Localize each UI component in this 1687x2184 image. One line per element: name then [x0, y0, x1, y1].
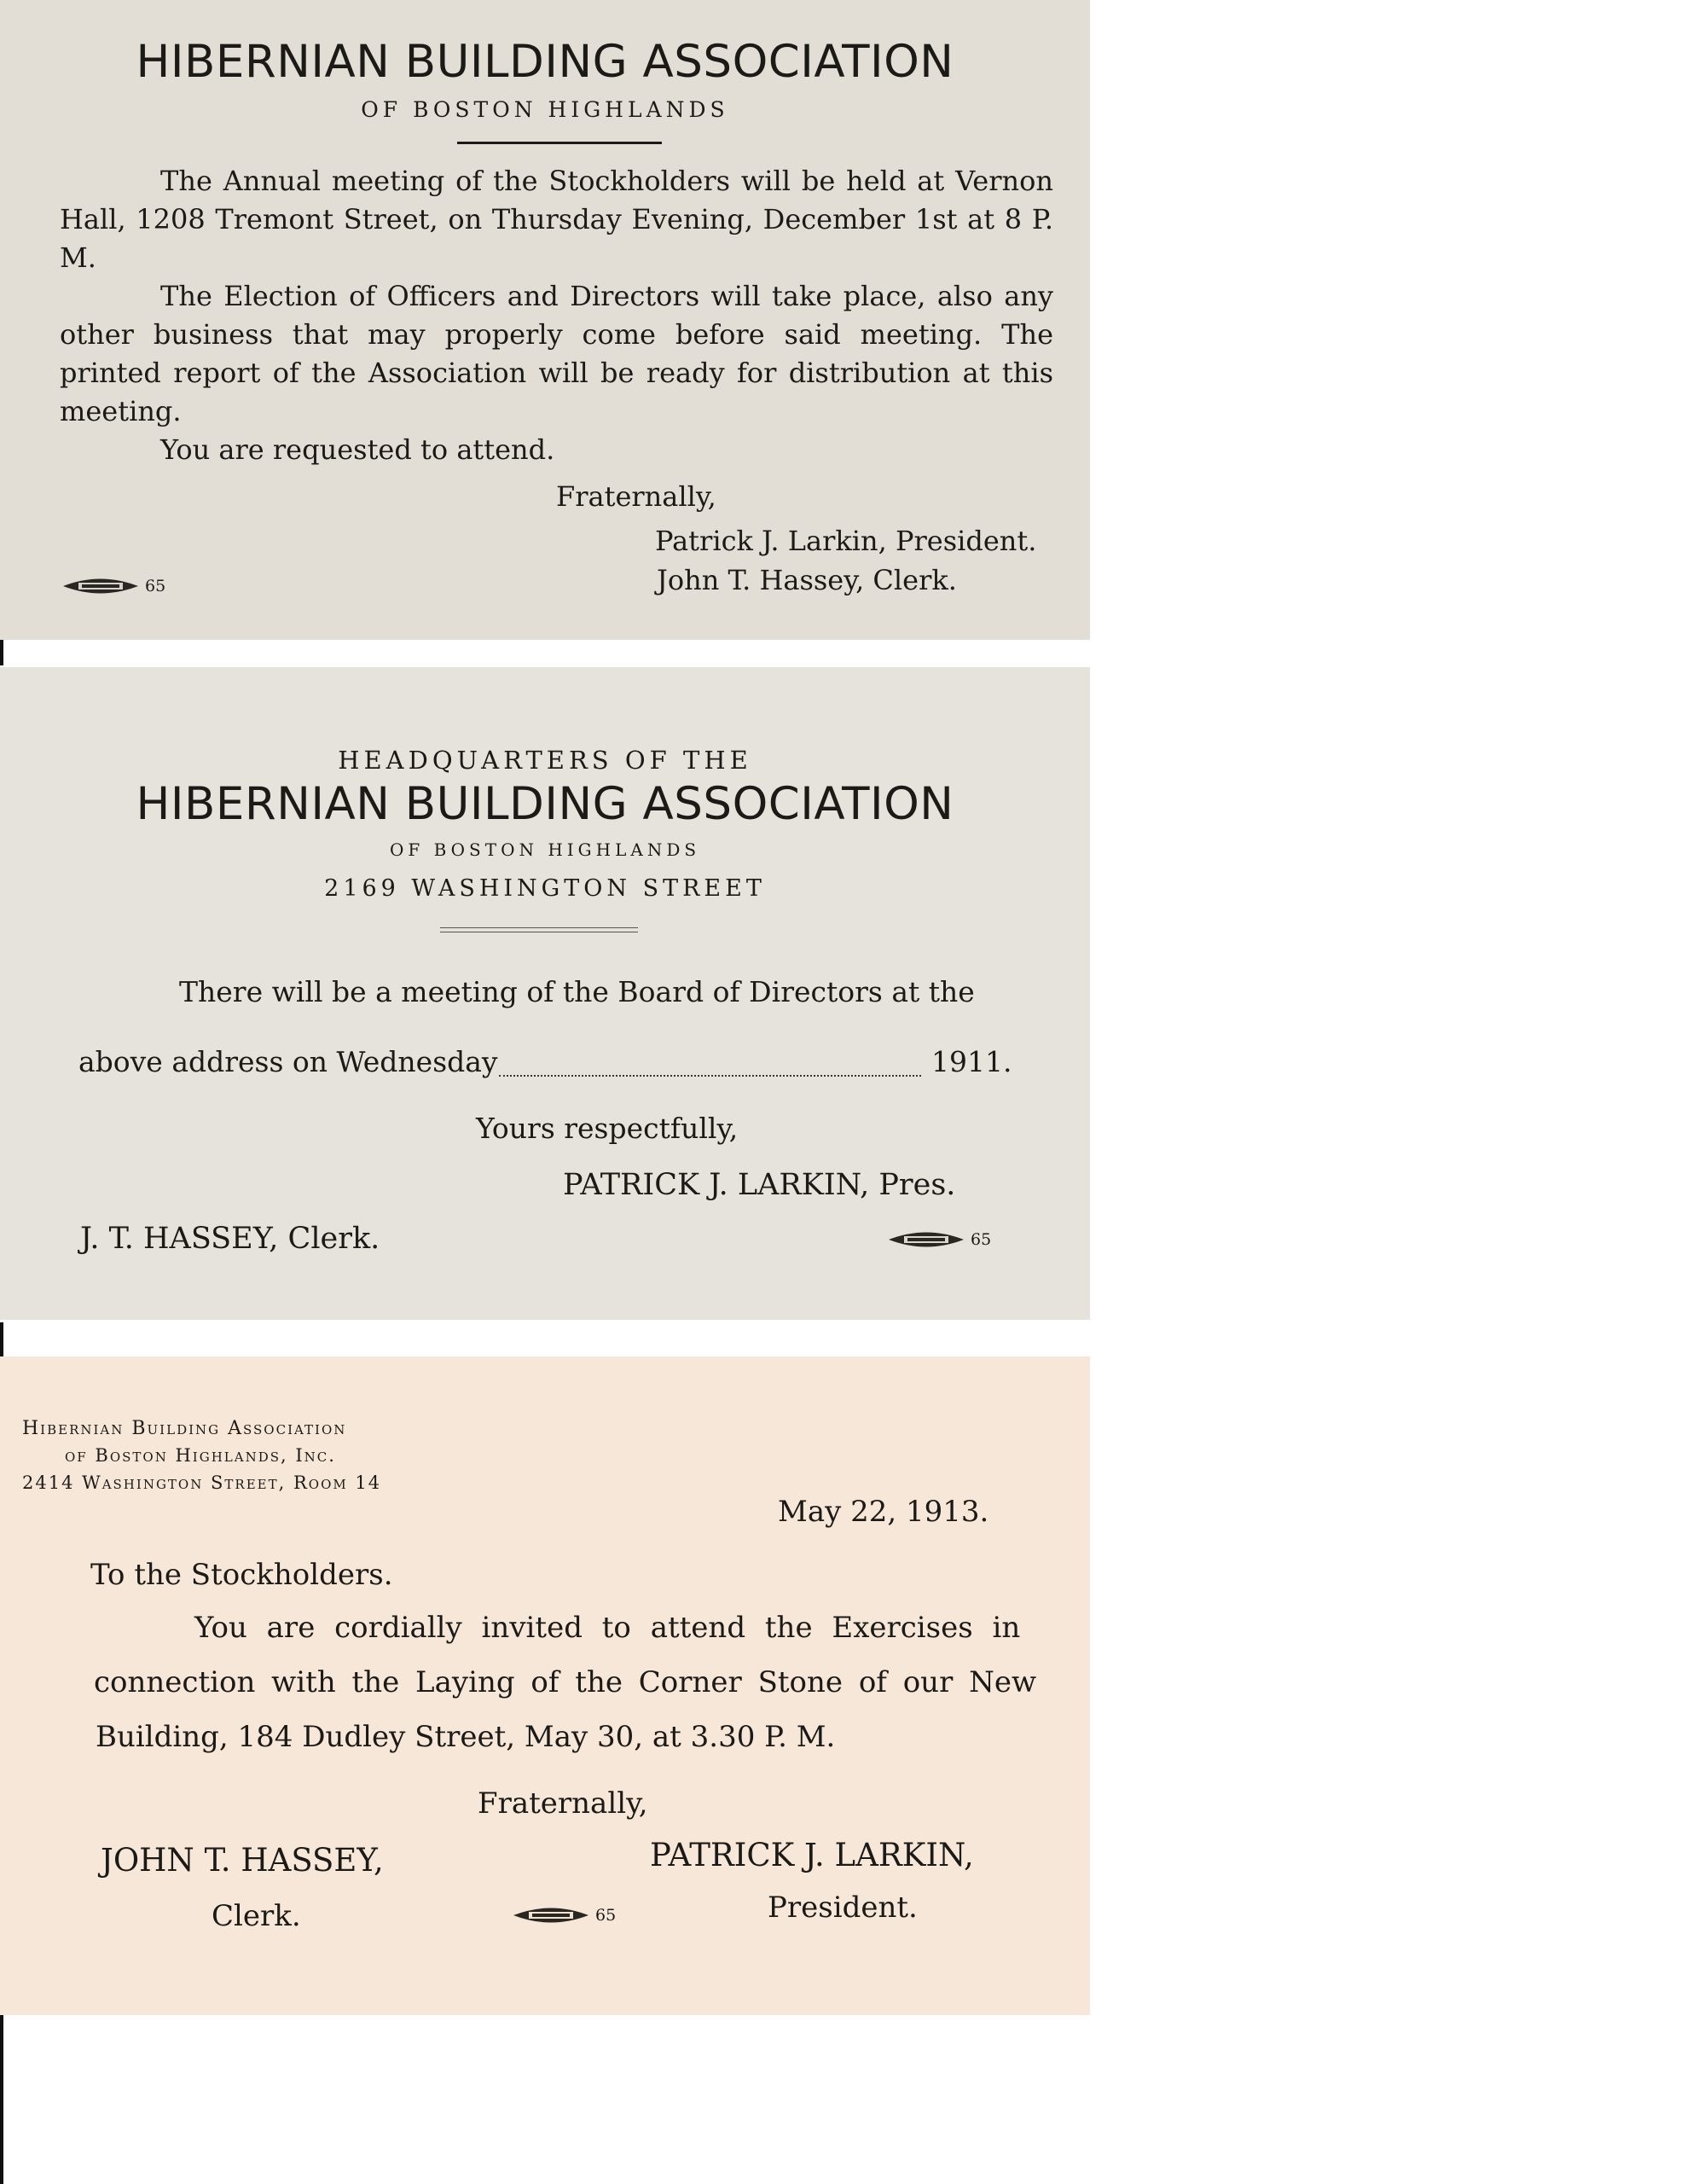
card3-shadow-edge	[0, 2015, 3, 2184]
card3-line-2: connection with the Laying of the Corner Stone of our New	[94, 1665, 1037, 1699]
card2-union-number: 65	[971, 1230, 992, 1249]
card3-line-1: You are cordially invited to attend the Exercises in	[194, 1611, 1021, 1645]
card2-president: PATRICK J. LARKIN, Pres.	[563, 1168, 956, 1202]
card2-address: 2169 WASHINGTON STREET	[324, 875, 766, 902]
card2-header: HEADQUARTERS OF THE	[338, 746, 752, 775]
card3-closing: Fraternally,	[478, 1786, 648, 1821]
card1-title: HIBERNIAN BUILDING ASSOCIATION	[136, 36, 954, 88]
annual-meeting-card	[0, 0, 1090, 640]
card1-body	[60, 162, 1053, 469]
card2-line-1: There will be a meeting of the Board of Directors at the	[179, 975, 975, 1008]
card2-clerk: J. T. HASSEY, Clerk.	[80, 1222, 380, 1256]
card1-signer-president: Patrick J. Larkin, President.	[655, 525, 1037, 557]
card3-header-line-1: Hibernian Building Association	[22, 1418, 347, 1439]
card2-title: HIBERNIAN BUILDING ASSOCIATION	[136, 778, 954, 830]
card1-divider	[457, 142, 662, 144]
card2-divider-top	[440, 927, 638, 928]
card2-blank-line	[499, 1075, 921, 1077]
card3-clerk-title: Clerk.	[212, 1899, 301, 1933]
card3-salutation: To the Stockholders.	[90, 1558, 393, 1592]
card2-line-2: above address on Wednesday	[78, 1045, 498, 1078]
union-bug-icon	[512, 1902, 590, 1928]
card3-clerk-name: JOHN T. HASSEY,	[101, 1842, 384, 1879]
card2-shadow-edge	[0, 1322, 3, 1356]
card2-closing: Yours respectfully,	[476, 1112, 739, 1145]
card2-year: 1911.	[931, 1045, 1012, 1078]
card1-paragraph-3: You are requested to attend.	[160, 433, 555, 466]
card3-union-label	[512, 1902, 616, 1928]
card1-subtitle: OF BOSTON HIGHLANDS	[361, 97, 729, 122]
card1-union-number: 65	[145, 577, 166, 595]
card1-paragraph-1: The Annual meeting of the Stockholders will be held at Vernon Hall, 1208 Tremont Street, on Thursday Evening, December 1st at 8 P. M.	[60, 165, 1053, 274]
union-bug-icon	[887, 1227, 965, 1252]
card3-president-title: President.	[768, 1891, 918, 1925]
card2-subtitle: OF BOSTON HIGHLANDS	[389, 839, 701, 860]
card3-header-line-3: 2414 Washington Street, Room 14	[22, 1472, 382, 1493]
card2-union-label	[887, 1227, 991, 1252]
card3-header-line-2: of Boston Highlands, Inc.	[65, 1445, 336, 1466]
card1-closing: Fraternally,	[556, 480, 716, 513]
card1-union-label	[61, 573, 165, 599]
corner-stone-card	[0, 1356, 1090, 2015]
card3-line-3: Building, 184 Dudley Street, May 30, at 3.30 P. M.	[96, 1720, 836, 1754]
board-meeting-card	[0, 667, 1090, 1320]
card3-date: May 22, 1913.	[778, 1495, 989, 1529]
card1-signer-clerk: John T. Hassey, Clerk.	[657, 564, 957, 596]
union-bug-icon	[61, 573, 140, 599]
card3-president-name: PATRICK J. LARKIN,	[650, 1837, 974, 1873]
card3-union-number: 65	[595, 1906, 617, 1925]
card1-shadow-edge	[0, 640, 3, 665]
card1-paragraph-2: The Election of Officers and Directors will take place, also any other business that may properly come before said meeting. The printed report of the Association will be ready for distribution at this meeting.	[60, 280, 1053, 427]
